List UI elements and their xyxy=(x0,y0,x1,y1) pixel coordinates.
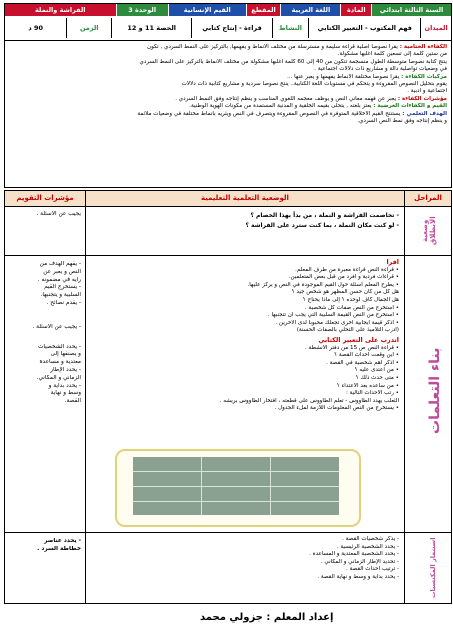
header-row-1 xyxy=(5,4,451,16)
write-title: أتدرب على التعبير الكتابي xyxy=(318,336,399,344)
info-line: الهدف التعلمي : يستنتج القيم الأخلاقية المتوفرة في النصوص المقروءة ويتصرف في النص ويثريه بأنماط مختلفة في وضعيات ملائمة xyxy=(137,110,447,117)
header-subject: اللغة العربية xyxy=(280,4,340,16)
info-line: من ستين كلمة إلى تسعين كلمة أغلبها مشكولة. xyxy=(337,51,447,58)
info-line: مؤشرات الكفاءة : يعبر عن فهمه معاني النص و يوظف معجمه اللغوي المناسب و ينظم إنتاجه وفق النمط السردي . xyxy=(175,95,447,102)
info-line: و ينظم إنتاجه وفق نمط النص السردي. xyxy=(357,118,447,125)
lesson-header xyxy=(4,3,452,41)
header-session: الحصة 11 و 12 xyxy=(111,18,191,38)
lesson-table xyxy=(4,190,452,604)
read-title: أقرأ xyxy=(386,259,399,266)
invest-indicator: - يحدد عناصر خطاطة السرد . xyxy=(37,538,81,552)
competency-info xyxy=(4,40,452,188)
stage-build: بناء التعلمات xyxy=(427,347,443,435)
teacher-credit xyxy=(200,612,333,623)
column-divider xyxy=(85,191,86,603)
header-domain-label: الميدان xyxy=(420,18,451,38)
header-activity: قراءة - إنتاج كتابي xyxy=(191,18,271,38)
info-line: مركبات الكفاءة : يقرأ نصوصا مختلفة الأنماط يفهمها و يعبر عنها ... xyxy=(287,73,447,80)
header-domain: فهم المكتوب - التعبير الكتابي xyxy=(308,18,420,38)
header-activity-label: النشاط xyxy=(272,18,309,38)
header-module: الوحدة 3 xyxy=(116,4,168,16)
stage-invest-cell xyxy=(405,533,451,603)
info-line: في وضعيات تواصلية دالة و مشاريع ذات دلالات اجتماعية . xyxy=(314,66,447,73)
row-divider xyxy=(5,532,451,533)
launch-situation: - تخاصمت الفراشة و النملة ، من بدأ بهذا الخصام ؟ - لو كنت مكان النملة ، بما كنت سترد على الفراشة ؟ xyxy=(245,212,399,229)
row-divider xyxy=(5,255,451,256)
launch-indicator: يجيب عن الأسئلة . xyxy=(36,211,81,217)
info-line: ينتج كتابة نصوصا متوسطة الطول منسجمة تتكون من 40 إلى 60 كلمة أغلبها مشكولة من مختلف الأنماط بالتركيز على النمط السردي xyxy=(139,58,447,65)
header-time-label: الزمن xyxy=(66,18,111,38)
stage-invest: استثمار المكتسبات xyxy=(429,537,437,599)
info-line: الكفاءة الختامية : يقرأ نصوصا أصلية قراءة سليمة و مسترسلة من مختلف الأنماط و يفهمها, بالتركيز على النمط السردي , تكون xyxy=(147,44,447,50)
build-indicator: - يفهم الهدف من النص و يعبر عن رأيه في مضمونه . - يستخرج القيم السلبية و يتجنبها. - يقدم نصائح . - يجيب عن الأسئلة . - يحدد الشخصيات و يصنفها إلى معتدية و مساعدة - يحدد الإطار الزماني و المكاني. - يحدد بداية و وسط و نهاية القصة. xyxy=(32,261,81,405)
column-header-indicators: مؤشرات التقويم xyxy=(5,191,85,207)
stage-launch: وضعية الانطلاق xyxy=(421,216,437,246)
header-title: الفراشة والنملة xyxy=(5,4,116,16)
teacher-name: جزولي محمد xyxy=(200,612,263,623)
header-unit-label: المقطع xyxy=(246,4,281,16)
stage-launch-cell xyxy=(405,207,451,255)
header-time: 90 د xyxy=(5,18,66,38)
credit-prefix: إعداد المعلم : xyxy=(266,612,334,623)
stage-build-cell xyxy=(405,256,451,526)
info-line: اجتماعية و أدبية . xyxy=(407,88,447,95)
build-situation: أقرأ • قراءة النص قراءة معبرة من طرف المعلم. • قراءات فردية و أفرد من قبل بعض المتعلمين. • يطرح المعلم أسئلة حول القيم الموجودة في النص و يركز عليها. هل كل من كان حسن المظهر هو شخص جيد ؟ هل الجمال كاف لوحده ؟ إلى ماذا يحتاج ؟ • استخرج من النص صفات كل شخصية . • استخرج من النص القيمة السلبية التي يجب أن تتجنبها . • اذكر قيمة ايجابية أخرى تجعلك محبوبا لدى الآخرين . (أدرب التلاميذ على التحلي بالصفات الحسنة) أتدرب على التعبير الكتابي • قراءة النص ص 15 من دفتر الأنشطة . • أين وقعت أحداث القصة ؟ • اذكر أهم شخصية في القصة . • من اعتدى عليه ؟ • متى حدث ذلك ؟ • من ساعده بعد الاعتداء ؟ • رتب الأحداث التالية : الثعلب يهدد الطاووس - تعلم الطاووس على قطعته ، افتخار الطاووس بريشه . • يستخرج من النص المعلومات اللازمة لملء الجدول . xyxy=(91,259,399,413)
header-unit: القيم الإنسانية xyxy=(168,4,246,16)
column-header-stages: المراحل xyxy=(405,191,451,207)
info-line: يقوم بتحليل النصوص المقروءة و يتحكم في مستويات اللغة الكتابية.. ينتج نصوصا سردية و مشاريع كتابية ذات دلالات xyxy=(181,81,447,88)
header-subject-label: المادة xyxy=(340,4,371,16)
column-header-situations: الوضعية التعلمية التعليمية xyxy=(86,191,404,207)
info-line: القيم و الكفاءات العرضية : يعتز بلغته , يتحلى بقيمه الخلقية و المدنية المستمدة من مكونات الهوية الوطنية. xyxy=(189,103,447,110)
header-row-2 xyxy=(5,18,451,38)
header-level: السنة الثالثة ابتدائي xyxy=(371,4,451,16)
table-image-frame xyxy=(115,449,361,527)
invest-situation: - يذكر شخصيات القصة . - يحدد الشخصية الرئيسية . - يحدد الشخصية المعتدية و المساعدة . - تحديد الإطار الزماني و المكاني . - ترتيب أحداث القصة . - يحدد بداية و وسط و نهاية القصة . xyxy=(309,536,399,580)
fill-table-image xyxy=(133,457,339,515)
